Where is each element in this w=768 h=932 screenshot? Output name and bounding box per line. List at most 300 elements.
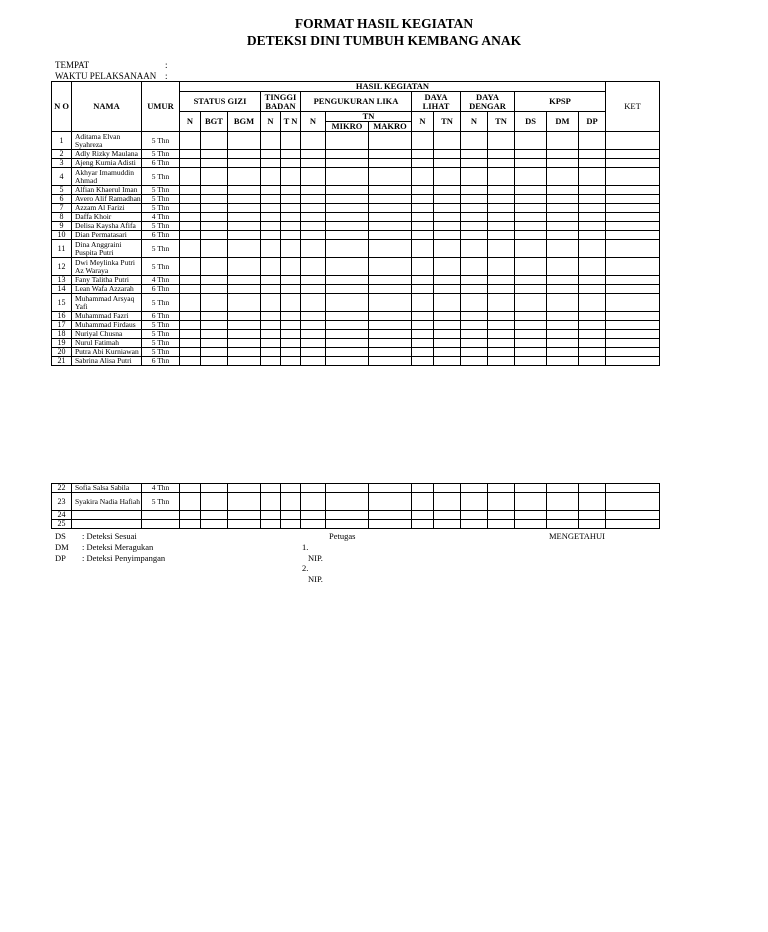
- row-cell[interactable]: [606, 150, 660, 159]
- row-cell[interactable]: [488, 159, 515, 168]
- row-cell[interactable]: [369, 168, 412, 186]
- row-cell[interactable]: [326, 285, 369, 294]
- row-cell[interactable]: [281, 231, 301, 240]
- row-cell[interactable]: [180, 150, 201, 159]
- row-cell[interactable]: [369, 132, 412, 150]
- row-cell[interactable]: [547, 240, 579, 258]
- row-cell[interactable]: [201, 258, 228, 276]
- row-cell[interactable]: [301, 484, 326, 493]
- row-cell[interactable]: [281, 357, 301, 366]
- row-cell[interactable]: [488, 132, 515, 150]
- row-cell[interactable]: [606, 511, 660, 520]
- row-cell[interactable]: [461, 150, 488, 159]
- row-cell[interactable]: [180, 484, 201, 493]
- row-cell[interactable]: [369, 240, 412, 258]
- row-cell[interactable]: [461, 484, 488, 493]
- row-cell[interactable]: [261, 294, 281, 312]
- row-cell[interactable]: [326, 258, 369, 276]
- row-cell[interactable]: [434, 186, 461, 195]
- row-cell[interactable]: [261, 321, 281, 330]
- row-cell[interactable]: [547, 168, 579, 186]
- row-cell[interactable]: [201, 150, 228, 159]
- row-cell[interactable]: [606, 276, 660, 285]
- row-cell[interactable]: [201, 493, 228, 511]
- row-cell[interactable]: [228, 330, 261, 339]
- row-cell[interactable]: [301, 132, 326, 150]
- row-cell[interactable]: [547, 276, 579, 285]
- row-cell[interactable]: [261, 159, 281, 168]
- row-cell[interactable]: [579, 285, 606, 294]
- row-cell[interactable]: [201, 357, 228, 366]
- row-cell[interactable]: [434, 150, 461, 159]
- row-cell[interactable]: [281, 186, 301, 195]
- row-cell[interactable]: [547, 321, 579, 330]
- row-cell[interactable]: [369, 321, 412, 330]
- row-cell[interactable]: [261, 339, 281, 348]
- row-cell[interactable]: [412, 348, 434, 357]
- row-cell[interactable]: [461, 511, 488, 520]
- row-cell[interactable]: [488, 348, 515, 357]
- row-cell[interactable]: [606, 258, 660, 276]
- row-cell[interactable]: [461, 339, 488, 348]
- row-cell[interactable]: [461, 330, 488, 339]
- row-cell[interactable]: [180, 285, 201, 294]
- row-cell[interactable]: [369, 159, 412, 168]
- row-cell[interactable]: [579, 484, 606, 493]
- row-cell[interactable]: [488, 222, 515, 231]
- row-cell[interactable]: [201, 484, 228, 493]
- row-cell[interactable]: [606, 240, 660, 258]
- row-cell[interactable]: [547, 222, 579, 231]
- row-cell[interactable]: [326, 493, 369, 511]
- row-cell[interactable]: [515, 276, 547, 285]
- row-cell[interactable]: [547, 285, 579, 294]
- row-cell[interactable]: [515, 493, 547, 511]
- row-cell[interactable]: [434, 312, 461, 321]
- row-cell[interactable]: [434, 159, 461, 168]
- row-cell[interactable]: [369, 339, 412, 348]
- row-cell[interactable]: [228, 195, 261, 204]
- row-cell[interactable]: [515, 222, 547, 231]
- row-cell[interactable]: [326, 195, 369, 204]
- row-cell[interactable]: [228, 132, 261, 150]
- row-cell[interactable]: [412, 339, 434, 348]
- row-cell[interactable]: [461, 276, 488, 285]
- row-cell[interactable]: [228, 231, 261, 240]
- row-cell[interactable]: [201, 240, 228, 258]
- row-cell[interactable]: [579, 511, 606, 520]
- row-cell[interactable]: [412, 321, 434, 330]
- row-cell[interactable]: [281, 195, 301, 204]
- row-cell[interactable]: [412, 204, 434, 213]
- row-cell[interactable]: [579, 150, 606, 159]
- row-cell[interactable]: [281, 321, 301, 330]
- row-cell[interactable]: [461, 348, 488, 357]
- row-cell[interactable]: [412, 276, 434, 285]
- row-cell[interactable]: [228, 150, 261, 159]
- row-cell[interactable]: [261, 150, 281, 159]
- row-cell[interactable]: [515, 511, 547, 520]
- row-cell[interactable]: [261, 285, 281, 294]
- row-cell[interactable]: [301, 222, 326, 231]
- row-cell[interactable]: [606, 484, 660, 493]
- row-cell[interactable]: [180, 493, 201, 511]
- row-cell[interactable]: [201, 159, 228, 168]
- row-cell[interactable]: [180, 213, 201, 222]
- row-cell[interactable]: [180, 168, 201, 186]
- row-cell[interactable]: [281, 276, 301, 285]
- row-cell[interactable]: [180, 186, 201, 195]
- row-cell[interactable]: [326, 511, 369, 520]
- row-cell[interactable]: [180, 159, 201, 168]
- row-cell[interactable]: [228, 168, 261, 186]
- row-cell[interactable]: [281, 285, 301, 294]
- row-cell[interactable]: [515, 357, 547, 366]
- row-cell[interactable]: [488, 258, 515, 276]
- row-cell[interactable]: [461, 294, 488, 312]
- row-cell[interactable]: [488, 186, 515, 195]
- row-cell[interactable]: [488, 276, 515, 285]
- row-cell[interactable]: [515, 168, 547, 186]
- row-cell[interactable]: [261, 240, 281, 258]
- row-cell[interactable]: [326, 321, 369, 330]
- row-cell[interactable]: [180, 222, 201, 231]
- row-cell[interactable]: [488, 357, 515, 366]
- row-cell[interactable]: [515, 150, 547, 159]
- row-cell[interactable]: [261, 511, 281, 520]
- row-cell[interactable]: [461, 285, 488, 294]
- row-cell[interactable]: [488, 285, 515, 294]
- row-cell[interactable]: [461, 520, 488, 529]
- row-cell[interactable]: [281, 348, 301, 357]
- row-cell[interactable]: [515, 258, 547, 276]
- row-cell[interactable]: [547, 159, 579, 168]
- row-cell[interactable]: [281, 339, 301, 348]
- row-cell[interactable]: [434, 321, 461, 330]
- row-cell[interactable]: [180, 258, 201, 276]
- row-cell[interactable]: [412, 150, 434, 159]
- row-cell[interactable]: [515, 132, 547, 150]
- row-cell[interactable]: [547, 258, 579, 276]
- row-cell[interactable]: [228, 213, 261, 222]
- row-cell[interactable]: [461, 258, 488, 276]
- row-cell[interactable]: [261, 132, 281, 150]
- row-cell[interactable]: [547, 213, 579, 222]
- row-cell[interactable]: [201, 204, 228, 213]
- row-cell[interactable]: [606, 204, 660, 213]
- row-cell[interactable]: [488, 231, 515, 240]
- row-cell[interactable]: [488, 168, 515, 186]
- row-cell[interactable]: [606, 348, 660, 357]
- row-cell[interactable]: [180, 195, 201, 204]
- row-cell[interactable]: [180, 276, 201, 285]
- row-cell[interactable]: [579, 213, 606, 222]
- row-cell[interactable]: [301, 312, 326, 321]
- row-cell[interactable]: [579, 294, 606, 312]
- row-cell[interactable]: [261, 357, 281, 366]
- row-cell[interactable]: [228, 258, 261, 276]
- row-cell[interactable]: [515, 159, 547, 168]
- row-cell[interactable]: [488, 195, 515, 204]
- row-cell[interactable]: [412, 511, 434, 520]
- row-cell[interactable]: [488, 294, 515, 312]
- row-cell[interactable]: [547, 348, 579, 357]
- row-cell[interactable]: [606, 213, 660, 222]
- row-cell[interactable]: [201, 231, 228, 240]
- row-cell[interactable]: [434, 258, 461, 276]
- row-cell[interactable]: [261, 484, 281, 493]
- row-cell[interactable]: [488, 321, 515, 330]
- row-cell[interactable]: [261, 222, 281, 231]
- row-cell[interactable]: [228, 204, 261, 213]
- row-cell[interactable]: [301, 240, 326, 258]
- row-cell[interactable]: [326, 132, 369, 150]
- row-cell[interactable]: [547, 493, 579, 511]
- row-cell[interactable]: [461, 204, 488, 213]
- row-cell[interactable]: [201, 339, 228, 348]
- row-cell[interactable]: [488, 150, 515, 159]
- row-cell[interactable]: [180, 511, 201, 520]
- row-cell[interactable]: [606, 186, 660, 195]
- row-cell[interactable]: [412, 258, 434, 276]
- row-cell[interactable]: [412, 312, 434, 321]
- row-cell[interactable]: [228, 321, 261, 330]
- row-cell[interactable]: [579, 348, 606, 357]
- row-cell[interactable]: [412, 159, 434, 168]
- row-cell[interactable]: [547, 484, 579, 493]
- row-cell[interactable]: [461, 159, 488, 168]
- row-cell[interactable]: [579, 159, 606, 168]
- row-cell[interactable]: [326, 150, 369, 159]
- row-cell[interactable]: [488, 339, 515, 348]
- row-cell[interactable]: [326, 339, 369, 348]
- row-cell[interactable]: [326, 348, 369, 357]
- row-cell[interactable]: [261, 493, 281, 511]
- row-cell[interactable]: [261, 312, 281, 321]
- row-cell[interactable]: [281, 493, 301, 511]
- row-cell[interactable]: [547, 204, 579, 213]
- row-cell[interactable]: [369, 285, 412, 294]
- row-cell[interactable]: [326, 294, 369, 312]
- row-cell[interactable]: [461, 231, 488, 240]
- row-cell[interactable]: [547, 231, 579, 240]
- row-cell[interactable]: [606, 294, 660, 312]
- row-cell[interactable]: [369, 258, 412, 276]
- row-cell[interactable]: [579, 186, 606, 195]
- row-cell[interactable]: [281, 511, 301, 520]
- row-cell[interactable]: [606, 321, 660, 330]
- row-cell[interactable]: [434, 285, 461, 294]
- row-cell[interactable]: [547, 312, 579, 321]
- row-cell[interactable]: [515, 339, 547, 348]
- row-cell[interactable]: [412, 222, 434, 231]
- row-cell[interactable]: [461, 168, 488, 186]
- row-cell[interactable]: [281, 150, 301, 159]
- row-cell[interactable]: [579, 222, 606, 231]
- row-cell[interactable]: [434, 222, 461, 231]
- row-cell[interactable]: [412, 520, 434, 529]
- row-cell[interactable]: [301, 339, 326, 348]
- row-cell[interactable]: [606, 330, 660, 339]
- row-cell[interactable]: [201, 213, 228, 222]
- row-cell[interactable]: [180, 321, 201, 330]
- row-cell[interactable]: [261, 213, 281, 222]
- row-cell[interactable]: [228, 357, 261, 366]
- row-cell[interactable]: [412, 168, 434, 186]
- row-cell[interactable]: [261, 231, 281, 240]
- row-cell[interactable]: [434, 276, 461, 285]
- row-cell[interactable]: [412, 213, 434, 222]
- row-cell[interactable]: [547, 132, 579, 150]
- row-cell[interactable]: [547, 294, 579, 312]
- row-cell[interactable]: [515, 231, 547, 240]
- row-cell[interactable]: [369, 520, 412, 529]
- row-cell[interactable]: [434, 520, 461, 529]
- row-cell[interactable]: [201, 222, 228, 231]
- row-cell[interactable]: [606, 132, 660, 150]
- row-cell[interactable]: [579, 357, 606, 366]
- row-cell[interactable]: [180, 231, 201, 240]
- row-cell[interactable]: [434, 357, 461, 366]
- row-cell[interactable]: [228, 294, 261, 312]
- row-cell[interactable]: [228, 520, 261, 529]
- row-cell[interactable]: [180, 240, 201, 258]
- row-cell[interactable]: [369, 222, 412, 231]
- row-cell[interactable]: [301, 204, 326, 213]
- row-cell[interactable]: [488, 240, 515, 258]
- row-cell[interactable]: [579, 339, 606, 348]
- row-cell[interactable]: [301, 511, 326, 520]
- row-cell[interactable]: [326, 222, 369, 231]
- row-cell[interactable]: [180, 294, 201, 312]
- row-cell[interactable]: [434, 339, 461, 348]
- row-cell[interactable]: [301, 159, 326, 168]
- row-cell[interactable]: [326, 186, 369, 195]
- row-cell[interactable]: [301, 321, 326, 330]
- row-cell[interactable]: [281, 132, 301, 150]
- row-cell[interactable]: [547, 330, 579, 339]
- row-cell[interactable]: [461, 186, 488, 195]
- row-cell[interactable]: [579, 168, 606, 186]
- row-cell[interactable]: [434, 231, 461, 240]
- row-cell[interactable]: [515, 294, 547, 312]
- row-cell[interactable]: [412, 186, 434, 195]
- row-cell[interactable]: [228, 511, 261, 520]
- row-cell[interactable]: [515, 240, 547, 258]
- row-cell[interactable]: [228, 339, 261, 348]
- row-cell[interactable]: [412, 484, 434, 493]
- row-cell[interactable]: [606, 195, 660, 204]
- row-cell[interactable]: [201, 321, 228, 330]
- row-cell[interactable]: [281, 204, 301, 213]
- row-cell[interactable]: [606, 357, 660, 366]
- row-cell[interactable]: [301, 294, 326, 312]
- row-cell[interactable]: [261, 348, 281, 357]
- row-cell[interactable]: [301, 186, 326, 195]
- row-cell[interactable]: [606, 312, 660, 321]
- row-cell[interactable]: [180, 348, 201, 357]
- row-cell[interactable]: [461, 240, 488, 258]
- row-cell[interactable]: [369, 312, 412, 321]
- row-cell[interactable]: [579, 312, 606, 321]
- row-cell[interactable]: [515, 213, 547, 222]
- row-cell[interactable]: [515, 484, 547, 493]
- row-cell[interactable]: [579, 231, 606, 240]
- row-cell[interactable]: [547, 511, 579, 520]
- row-cell[interactable]: [488, 213, 515, 222]
- row-cell[interactable]: [281, 294, 301, 312]
- row-cell[interactable]: [201, 348, 228, 357]
- row-cell[interactable]: [180, 339, 201, 348]
- row-cell[interactable]: [301, 195, 326, 204]
- row-cell[interactable]: [488, 511, 515, 520]
- row-cell[interactable]: [228, 159, 261, 168]
- row-cell[interactable]: [326, 213, 369, 222]
- row-cell[interactable]: [201, 168, 228, 186]
- row-cell[interactable]: [434, 195, 461, 204]
- row-cell[interactable]: [369, 511, 412, 520]
- row-cell[interactable]: [579, 493, 606, 511]
- row-cell[interactable]: [488, 493, 515, 511]
- row-cell[interactable]: [461, 195, 488, 204]
- row-cell[interactable]: [201, 186, 228, 195]
- row-cell[interactable]: [579, 276, 606, 285]
- row-cell[interactable]: [281, 258, 301, 276]
- row-cell[interactable]: [606, 339, 660, 348]
- row-cell[interactable]: [326, 204, 369, 213]
- row-cell[interactable]: [281, 484, 301, 493]
- row-cell[interactable]: [261, 168, 281, 186]
- row-cell[interactable]: [201, 511, 228, 520]
- row-cell[interactable]: [488, 312, 515, 321]
- row-cell[interactable]: [547, 150, 579, 159]
- row-cell[interactable]: [369, 357, 412, 366]
- row-cell[interactable]: [412, 294, 434, 312]
- row-cell[interactable]: [606, 222, 660, 231]
- row-cell[interactable]: [579, 195, 606, 204]
- row-cell[interactable]: [201, 132, 228, 150]
- row-cell[interactable]: [434, 493, 461, 511]
- row-cell[interactable]: [301, 213, 326, 222]
- row-cell[interactable]: [281, 222, 301, 231]
- row-cell[interactable]: [579, 204, 606, 213]
- row-cell[interactable]: [434, 213, 461, 222]
- row-cell[interactable]: [180, 357, 201, 366]
- row-cell[interactable]: [606, 231, 660, 240]
- row-cell[interactable]: [369, 484, 412, 493]
- row-cell[interactable]: [326, 330, 369, 339]
- row-cell[interactable]: [579, 520, 606, 529]
- row-cell[interactable]: [301, 493, 326, 511]
- row-cell[interactable]: [412, 357, 434, 366]
- row-cell[interactable]: [412, 285, 434, 294]
- row-cell[interactable]: [369, 186, 412, 195]
- row-cell[interactable]: [261, 276, 281, 285]
- row-cell[interactable]: [201, 312, 228, 321]
- row-cell[interactable]: [326, 520, 369, 529]
- row-cell[interactable]: [515, 520, 547, 529]
- row-cell[interactable]: [326, 484, 369, 493]
- row-cell[interactable]: [461, 321, 488, 330]
- row-cell[interactable]: [515, 321, 547, 330]
- row-cell[interactable]: [434, 132, 461, 150]
- row-cell[interactable]: [261, 330, 281, 339]
- row-cell[interactable]: [228, 222, 261, 231]
- row-cell[interactable]: [369, 213, 412, 222]
- row-cell[interactable]: [261, 186, 281, 195]
- row-cell[interactable]: [369, 276, 412, 285]
- row-cell[interactable]: [281, 168, 301, 186]
